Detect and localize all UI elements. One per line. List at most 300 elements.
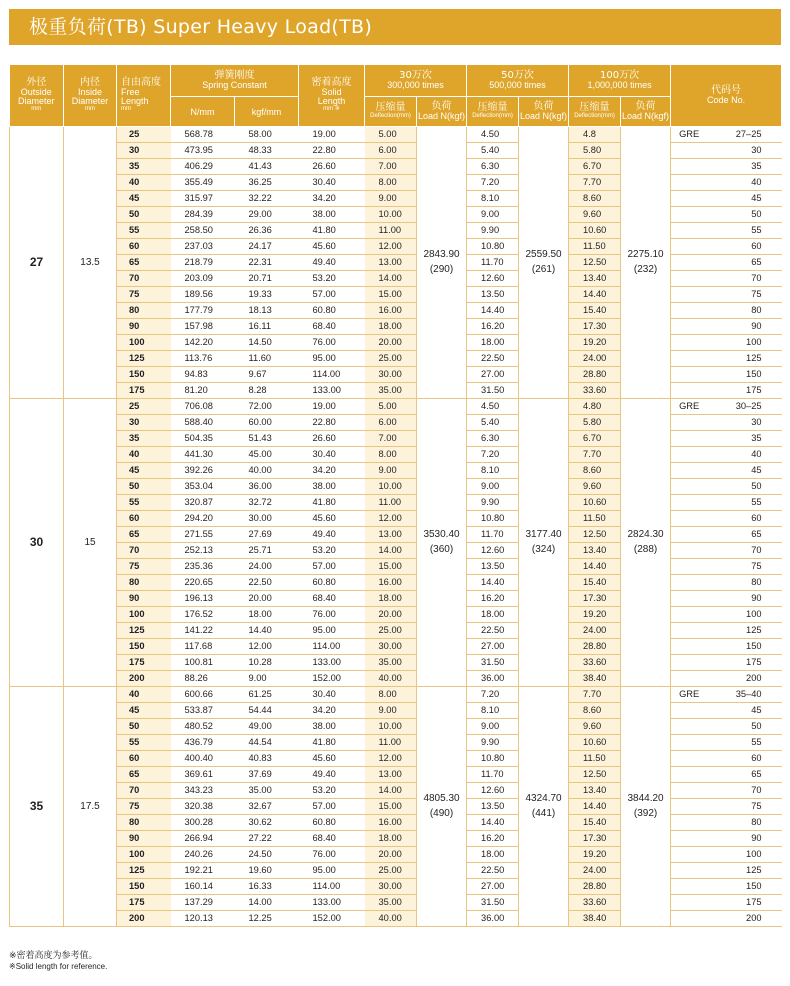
deflection-500k-cell: 6.30 xyxy=(467,430,519,446)
solid-length-cell: 68.40 xyxy=(299,318,365,334)
code-no-cell xyxy=(671,462,782,478)
solid-length-cell: 26.60 xyxy=(299,158,365,174)
code-no-cell xyxy=(671,174,782,190)
load-1m-n: 2824.30 xyxy=(627,529,664,540)
code-value: 175 xyxy=(746,656,762,667)
spring-constant-n-cell: 271.55 xyxy=(171,526,235,542)
deflection-1m-cell: 8.60 xyxy=(569,702,621,718)
solid-length-cell: 53.20 xyxy=(299,270,365,286)
solid-length-cell: 76.00 xyxy=(299,846,365,862)
load-300k-n: 4805.30 xyxy=(423,793,460,804)
deflection-1m-cell: 12.50 xyxy=(569,526,621,542)
spring-constant-kgf-cell: 22.31 xyxy=(235,254,299,270)
table-row xyxy=(10,126,782,142)
solid-length-cell: 60.80 xyxy=(299,814,365,830)
deflection-300k-cell: 13.00 xyxy=(365,766,417,782)
deflection-300k-cell: 11.00 xyxy=(365,734,417,750)
spring-constant-n-cell: 218.79 xyxy=(171,254,235,270)
code-value: 75 xyxy=(751,560,762,571)
deflection-300k-cell: 6.00 xyxy=(365,142,417,158)
deflection-300k-cell: 20.00 xyxy=(365,846,417,862)
code-no-cell xyxy=(671,654,782,670)
deflection-1m-cell: 17.30 xyxy=(569,830,621,846)
free-length-cell: 65 xyxy=(117,526,171,542)
deflection-300k-cell: 13.00 xyxy=(365,526,417,542)
solid-length-cell: 22.80 xyxy=(299,142,365,158)
code-no-cell xyxy=(671,590,782,606)
free-length-cell: 30 xyxy=(117,414,171,430)
spring-constant-kgf-cell: 24.50 xyxy=(235,846,299,862)
spring-constant-n-cell: 142.20 xyxy=(171,334,235,350)
spring-constant-kgf-cell: 25.71 xyxy=(235,542,299,558)
deflection-500k-cell: 12.60 xyxy=(467,542,519,558)
code-no-cell xyxy=(671,158,782,174)
free-length-cell: 150 xyxy=(117,878,171,894)
spring-constant-kgf-cell: 19.60 xyxy=(235,862,299,878)
load-300k-kgf: (360) xyxy=(429,544,454,555)
spring-constant-n-cell: 113.76 xyxy=(171,350,235,366)
code-value: 80 xyxy=(751,816,762,827)
spring-constant-kgf-cell: 49.00 xyxy=(235,718,299,734)
deflection-500k-cell: 7.20 xyxy=(467,686,519,702)
deflection-500k-cell: 27.00 xyxy=(467,638,519,654)
deflection-300k-cell: 40.00 xyxy=(365,670,417,686)
code-no-cell xyxy=(671,830,782,846)
deflection-500k-cell: 27.00 xyxy=(467,366,519,382)
code-value: 80 xyxy=(751,576,762,587)
deflection-300k-cell: 8.00 xyxy=(365,686,417,702)
code-value: 70 xyxy=(751,272,762,283)
spring-constant-n-cell: 355.49 xyxy=(171,174,235,190)
code-no-cell xyxy=(671,126,782,142)
spring-constant-n-cell: 141.22 xyxy=(171,622,235,638)
spring-constant-n-cell: 533.87 xyxy=(171,702,235,718)
spring-constant-n-cell: 117.68 xyxy=(171,638,235,654)
header-spring-constant-kgf: kgf/mm xyxy=(235,96,299,126)
solid-length-cell: 133.00 xyxy=(299,654,365,670)
free-length-cell: 50 xyxy=(117,718,171,734)
solid-length-cell: 34.20 xyxy=(299,462,365,478)
deflection-500k-cell: 11.70 xyxy=(467,254,519,270)
spring-constant-n-cell: 353.04 xyxy=(171,478,235,494)
load-500k-cell xyxy=(519,126,569,398)
load-500k-kgf: (261) xyxy=(531,264,556,275)
code-value: 75 xyxy=(751,800,762,811)
spring-constant-n-cell: 235.36 xyxy=(171,558,235,574)
deflection-1m-cell: 24.00 xyxy=(569,622,621,638)
deflection-1m-cell: 6.70 xyxy=(569,158,621,174)
solid-length-cell: 68.40 xyxy=(299,830,365,846)
header-free-length: 自由高度 Free Length mm xyxy=(117,65,171,126)
deflection-500k-cell: 36.00 xyxy=(467,670,519,686)
spring-constant-kgf-cell: 19.33 xyxy=(235,286,299,302)
spring-constant-kgf-cell: 30.00 xyxy=(235,510,299,526)
deflection-1m-cell: 5.80 xyxy=(569,414,621,430)
code-no-cell xyxy=(671,798,782,814)
code-no-cell xyxy=(671,558,782,574)
deflection-300k-cell: 8.00 xyxy=(365,174,417,190)
spring-constant-kgf-cell: 10.28 xyxy=(235,654,299,670)
free-length-cell: 90 xyxy=(117,318,171,334)
spring-constant-kgf-cell: 44.54 xyxy=(235,734,299,750)
code-no-cell xyxy=(671,270,782,286)
code-value: 175 xyxy=(746,896,762,907)
deflection-300k-cell: 11.00 xyxy=(365,494,417,510)
load-300k-cell xyxy=(417,686,467,926)
code-value: 27–25 xyxy=(735,128,762,139)
deflection-300k-cell: 15.00 xyxy=(365,798,417,814)
solid-length-cell: 38.00 xyxy=(299,206,365,222)
deflection-1m-cell: 13.40 xyxy=(569,270,621,286)
deflection-1m-cell: 10.60 xyxy=(569,734,621,750)
load-500k-cell xyxy=(519,686,569,926)
load-300k-kgf: (290) xyxy=(429,264,454,275)
spring-constant-n-cell: 94.83 xyxy=(171,366,235,382)
deflection-500k-cell: 13.50 xyxy=(467,558,519,574)
code-no-cell xyxy=(671,222,782,238)
deflection-300k-cell: 16.00 xyxy=(365,814,417,830)
deflection-1m-cell: 14.40 xyxy=(569,286,621,302)
deflection-300k-cell: 9.00 xyxy=(365,190,417,206)
outside-diameter-cell: 30 xyxy=(10,398,64,686)
load-500k-n: 4324.70 xyxy=(525,793,562,804)
spring-constant-kgf-cell: 40.83 xyxy=(235,750,299,766)
spring-constant-kgf-cell: 40.00 xyxy=(235,462,299,478)
deflection-1m-cell: 9.60 xyxy=(569,478,621,494)
code-value: 30 xyxy=(751,144,762,155)
spring-constant-kgf-cell: 8.28 xyxy=(235,382,299,398)
code-no-cell xyxy=(671,542,782,558)
spring-constant-kgf-cell: 24.00 xyxy=(235,558,299,574)
free-length-cell: 25 xyxy=(117,126,171,142)
deflection-1m-cell: 5.80 xyxy=(569,142,621,158)
code-value: 75 xyxy=(751,288,762,299)
deflection-500k-cell: 10.80 xyxy=(467,750,519,766)
deflection-500k-cell: 14.40 xyxy=(467,574,519,590)
deflection-300k-cell: 20.00 xyxy=(365,606,417,622)
code-no-cell xyxy=(671,702,782,718)
deflection-500k-cell: 9.00 xyxy=(467,206,519,222)
spring-constant-kgf-cell: 35.00 xyxy=(235,782,299,798)
code-value: 150 xyxy=(746,640,762,651)
code-no-cell xyxy=(671,238,782,254)
code-value: 60 xyxy=(751,752,762,763)
free-length-cell: 25 xyxy=(117,398,171,414)
solid-length-cell: 114.00 xyxy=(299,366,365,382)
spring-constant-n-cell: 137.29 xyxy=(171,894,235,910)
code-no-cell xyxy=(671,254,782,270)
spring-constant-n-cell: 369.61 xyxy=(171,766,235,782)
free-length-cell: 90 xyxy=(117,590,171,606)
code-value: 125 xyxy=(746,624,762,635)
load-1m-cell xyxy=(621,686,671,926)
deflection-1m-cell: 17.30 xyxy=(569,318,621,334)
deflection-500k-cell: 9.90 xyxy=(467,734,519,750)
deflection-300k-cell: 7.00 xyxy=(365,158,417,174)
deflection-300k-cell: 16.00 xyxy=(365,302,417,318)
solid-length-cell: 76.00 xyxy=(299,334,365,350)
code-value: 65 xyxy=(751,256,762,267)
solid-length-cell: 114.00 xyxy=(299,638,365,654)
solid-length-cell: 49.40 xyxy=(299,526,365,542)
spring-constant-kgf-cell: 24.17 xyxy=(235,238,299,254)
deflection-1m-cell: 15.40 xyxy=(569,814,621,830)
load-500k-cell xyxy=(519,398,569,686)
spring-constant-kgf-cell: 14.40 xyxy=(235,622,299,638)
code-no-cell xyxy=(671,302,782,318)
solid-length-cell: 30.40 xyxy=(299,446,365,462)
code-value: 90 xyxy=(751,320,762,331)
deflection-300k-cell: 18.00 xyxy=(365,590,417,606)
code-value: 80 xyxy=(751,304,762,315)
free-length-cell: 40 xyxy=(117,174,171,190)
header-inside-diameter: 内径 Inside Diameter mm xyxy=(64,65,117,126)
spring-constant-n-cell: 81.20 xyxy=(171,382,235,398)
code-no-cell xyxy=(671,766,782,782)
load-300k-cell xyxy=(417,398,467,686)
spring-constant-n-cell: 406.29 xyxy=(171,158,235,174)
deflection-500k-cell: 13.50 xyxy=(467,286,519,302)
code-no-cell xyxy=(671,750,782,766)
solid-length-cell: 41.80 xyxy=(299,734,365,750)
solid-length-cell: 53.20 xyxy=(299,542,365,558)
code-no-cell xyxy=(671,446,782,462)
deflection-500k-cell: 4.50 xyxy=(467,398,519,414)
header-code-no: 代码号 Code No. xyxy=(671,65,782,126)
deflection-500k-cell: 8.10 xyxy=(467,462,519,478)
page-title: 极重负荷(TB) Super Heavy Load(TB) xyxy=(9,9,781,45)
deflection-1m-cell: 19.20 xyxy=(569,606,621,622)
free-length-cell: 100 xyxy=(117,334,171,350)
code-no-cell xyxy=(671,430,782,446)
spring-constant-kgf-cell: 36.25 xyxy=(235,174,299,190)
spring-constant-n-cell: 237.03 xyxy=(171,238,235,254)
deflection-500k-cell: 10.80 xyxy=(467,510,519,526)
spring-constant-kgf-cell: 18.13 xyxy=(235,302,299,318)
free-length-cell: 100 xyxy=(117,846,171,862)
solid-length-cell: 26.60 xyxy=(299,430,365,446)
free-length-cell: 75 xyxy=(117,798,171,814)
spring-constant-kgf-cell: 12.25 xyxy=(235,910,299,926)
deflection-1m-cell: 11.50 xyxy=(569,750,621,766)
code-value: 45 xyxy=(751,464,762,475)
header-load-300k: 负荷 Load N(kgf) xyxy=(417,96,467,126)
code-value: 150 xyxy=(746,368,762,379)
free-length-cell: 45 xyxy=(117,190,171,206)
solid-length-cell: 133.00 xyxy=(299,382,365,398)
spring-constant-n-cell: 266.94 xyxy=(171,830,235,846)
code-no-cell xyxy=(671,846,782,862)
spring-constant-n-cell: 284.39 xyxy=(171,206,235,222)
deflection-300k-cell: 10.00 xyxy=(365,718,417,734)
deflection-1m-cell: 14.40 xyxy=(569,558,621,574)
solid-length-cell: 57.00 xyxy=(299,558,365,574)
deflection-300k-cell: 10.00 xyxy=(365,478,417,494)
spring-constant-kgf-cell: 18.00 xyxy=(235,606,299,622)
load-500k-kgf: (324) xyxy=(531,544,556,555)
deflection-300k-cell: 30.00 xyxy=(365,878,417,894)
solid-length-cell: 114.00 xyxy=(299,878,365,894)
free-length-cell: 150 xyxy=(117,366,171,382)
solid-length-cell: 38.00 xyxy=(299,718,365,734)
spring-constant-kgf-cell: 51.43 xyxy=(235,430,299,446)
code-no-cell xyxy=(671,382,782,398)
code-value: 90 xyxy=(751,832,762,843)
outside-diameter-cell: 27 xyxy=(10,126,64,398)
deflection-300k-cell: 5.00 xyxy=(365,126,417,142)
free-length-cell: 80 xyxy=(117,814,171,830)
deflection-500k-cell: 11.70 xyxy=(467,526,519,542)
solid-length-cell: 41.80 xyxy=(299,222,365,238)
solid-length-cell: 68.40 xyxy=(299,590,365,606)
spring-constant-n-cell: 220.65 xyxy=(171,574,235,590)
code-value: 125 xyxy=(746,864,762,875)
solid-length-cell: 57.00 xyxy=(299,286,365,302)
deflection-500k-cell: 12.60 xyxy=(467,270,519,286)
solid-length-cell: 152.00 xyxy=(299,910,365,926)
solid-length-cell: 19.00 xyxy=(299,398,365,414)
deflection-300k-cell: 18.00 xyxy=(365,318,417,334)
spring-constant-kgf-cell: 16.11 xyxy=(235,318,299,334)
deflection-300k-cell: 14.00 xyxy=(365,270,417,286)
spring-constant-kgf-cell: 61.25 xyxy=(235,686,299,702)
solid-length-cell: 60.80 xyxy=(299,302,365,318)
free-length-cell: 40 xyxy=(117,446,171,462)
free-length-cell: 80 xyxy=(117,302,171,318)
deflection-500k-cell: 18.00 xyxy=(467,334,519,350)
code-no-cell xyxy=(671,718,782,734)
free-length-cell: 75 xyxy=(117,286,171,302)
free-length-cell: 50 xyxy=(117,206,171,222)
deflection-1m-cell: 12.50 xyxy=(569,254,621,270)
deflection-1m-cell: 10.60 xyxy=(569,222,621,238)
footnote-zh: ※密着高度为参考值。 xyxy=(9,951,98,961)
solid-length-cell: 60.80 xyxy=(299,574,365,590)
spring-constant-kgf-cell: 9.67 xyxy=(235,366,299,382)
spring-constant-kgf-cell: 45.00 xyxy=(235,446,299,462)
deflection-500k-cell: 7.20 xyxy=(467,174,519,190)
deflection-1m-cell: 19.20 xyxy=(569,334,621,350)
code-no-cell xyxy=(671,414,782,430)
solid-length-cell: 49.40 xyxy=(299,254,365,270)
solid-length-cell: 34.20 xyxy=(299,702,365,718)
code-value: 70 xyxy=(751,784,762,795)
load-300k-cell xyxy=(417,126,467,398)
spring-constant-kgf-cell: 20.71 xyxy=(235,270,299,286)
deflection-300k-cell: 14.00 xyxy=(365,782,417,798)
code-value: 90 xyxy=(751,592,762,603)
deflection-500k-cell: 16.20 xyxy=(467,590,519,606)
free-length-cell: 75 xyxy=(117,558,171,574)
spring-constant-kgf-cell: 16.33 xyxy=(235,878,299,894)
free-length-cell: 175 xyxy=(117,654,171,670)
load-1m-n: 3844.20 xyxy=(627,793,664,804)
deflection-1m-cell: 19.20 xyxy=(569,846,621,862)
table-row xyxy=(10,686,782,702)
deflection-1m-cell: 8.60 xyxy=(569,190,621,206)
deflection-1m-cell: 9.60 xyxy=(569,718,621,734)
deflection-1m-cell: 13.40 xyxy=(569,782,621,798)
footnote-en: ※Solid length for reference. xyxy=(9,962,108,971)
inside-diameter-cell: 15 xyxy=(64,398,117,686)
code-no-cell xyxy=(671,318,782,334)
load-500k-n: 2559.50 xyxy=(525,249,562,260)
deflection-1m-cell: 38.40 xyxy=(569,670,621,686)
load-500k-n: 3177.40 xyxy=(525,529,562,540)
solid-length-cell: 95.00 xyxy=(299,350,365,366)
code-value: 50 xyxy=(751,208,762,219)
solid-length-cell: 95.00 xyxy=(299,862,365,878)
spring-constant-kgf-cell: 26.36 xyxy=(235,222,299,238)
spring-constant-kgf-cell: 29.00 xyxy=(235,206,299,222)
deflection-500k-cell: 8.10 xyxy=(467,702,519,718)
code-value: 65 xyxy=(751,528,762,539)
deflection-1m-cell: 12.50 xyxy=(569,766,621,782)
deflection-300k-cell: 25.00 xyxy=(365,350,417,366)
spring-constant-n-cell: 176.52 xyxy=(171,606,235,622)
spring-constant-n-cell: 294.20 xyxy=(171,510,235,526)
deflection-1m-cell: 10.60 xyxy=(569,494,621,510)
spring-constant-kgf-cell: 32.67 xyxy=(235,798,299,814)
code-value: 35 xyxy=(751,160,762,171)
code-value: 65 xyxy=(751,768,762,779)
deflection-1m-cell: 4.8 xyxy=(569,126,621,142)
code-value: 50 xyxy=(751,720,762,731)
spring-constant-kgf-cell: 37.69 xyxy=(235,766,299,782)
code-value: 125 xyxy=(746,352,762,363)
solid-length-cell: 133.00 xyxy=(299,894,365,910)
deflection-500k-cell: 12.60 xyxy=(467,782,519,798)
deflection-1m-cell: 13.40 xyxy=(569,542,621,558)
free-length-cell: 35 xyxy=(117,430,171,446)
deflection-300k-cell: 30.00 xyxy=(365,638,417,654)
table-body xyxy=(10,126,782,926)
deflection-1m-cell: 24.00 xyxy=(569,350,621,366)
spring-constant-kgf-cell: 32.72 xyxy=(235,494,299,510)
spec-table xyxy=(9,65,782,927)
code-prefix: GRE xyxy=(679,128,700,139)
code-no-cell xyxy=(671,494,782,510)
code-no-cell xyxy=(671,398,782,414)
deflection-1m-cell: 28.80 xyxy=(569,366,621,382)
deflection-500k-cell: 14.40 xyxy=(467,302,519,318)
code-no-cell xyxy=(671,478,782,494)
free-length-cell: 90 xyxy=(117,830,171,846)
code-no-cell xyxy=(671,894,782,910)
load-300k-n: 2843.90 xyxy=(423,249,460,260)
spring-constant-kgf-cell: 41.43 xyxy=(235,158,299,174)
deflection-500k-cell: 22.50 xyxy=(467,862,519,878)
deflection-300k-cell: 25.00 xyxy=(365,862,417,878)
deflection-300k-cell: 14.00 xyxy=(365,542,417,558)
spring-constant-n-cell: 252.13 xyxy=(171,542,235,558)
code-value: 60 xyxy=(751,240,762,251)
load-1m-n: 2275.10 xyxy=(627,249,664,260)
load-1m-kgf: (232) xyxy=(633,264,658,275)
header-load-1m: 负荷 Load N(kgf) xyxy=(621,96,671,126)
deflection-1m-cell: 33.60 xyxy=(569,894,621,910)
free-length-cell: 50 xyxy=(117,478,171,494)
header-deflection-1m: 压缩量 Deflection(mm) xyxy=(569,96,621,126)
deflection-1m-cell: 15.40 xyxy=(569,574,621,590)
spring-constant-n-cell: 473.95 xyxy=(171,142,235,158)
deflection-500k-cell: 27.00 xyxy=(467,878,519,894)
header-1m-times: 100万次 1,000,000 times xyxy=(569,65,671,96)
code-no-cell xyxy=(671,638,782,654)
spring-constant-kgf-cell: 60.00 xyxy=(235,414,299,430)
deflection-1m-cell: 8.60 xyxy=(569,462,621,478)
code-value: 40 xyxy=(751,448,762,459)
